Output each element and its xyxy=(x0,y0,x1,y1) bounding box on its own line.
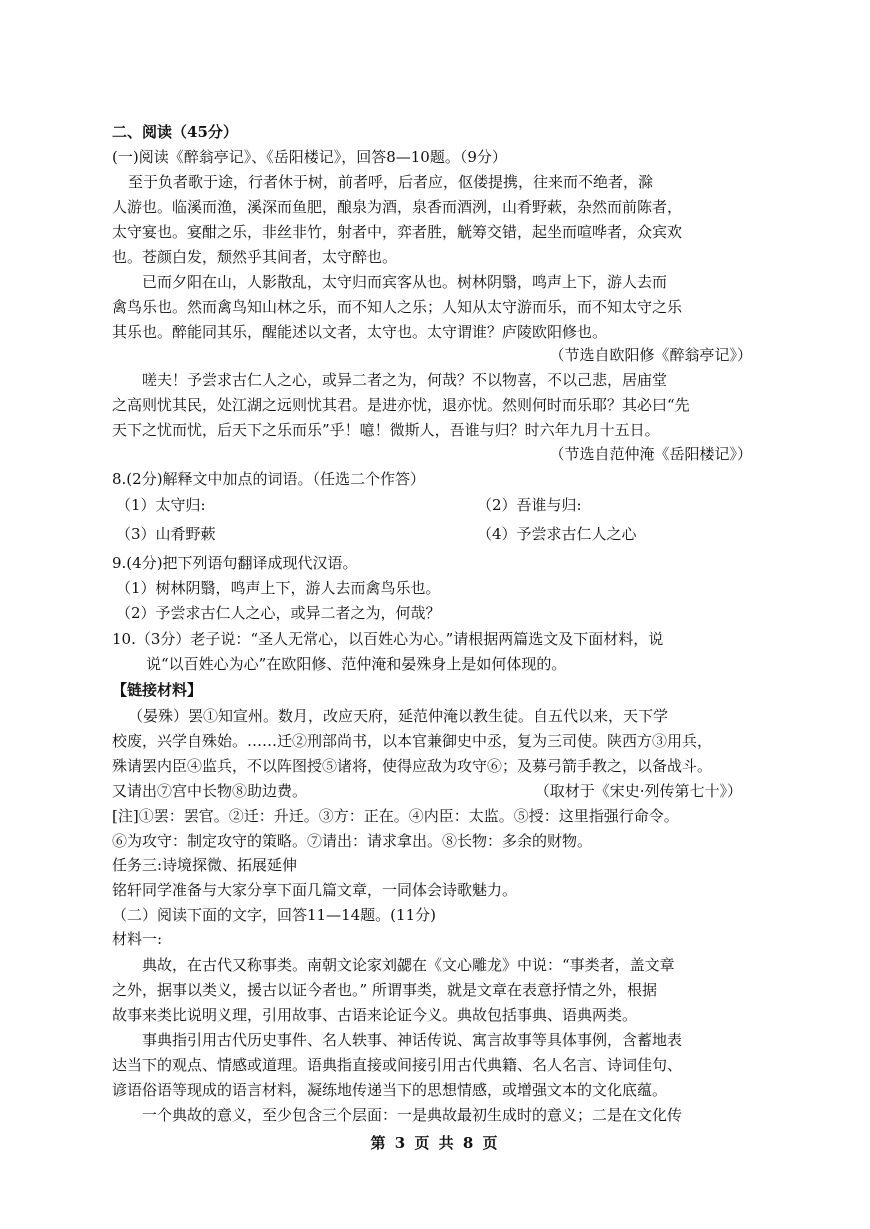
subsection-2-title: （二）阅读下面的文字，回答11—14题。(11分) xyxy=(112,906,436,924)
passage-2-line: 禽鸟乐也。然而禽鸟知山林之乐，而不知人之乐；人知从太守游而乐，而不知太守之乐 xyxy=(112,298,683,316)
page-footer: 第 3 页 共 8 页 xyxy=(370,1134,500,1152)
link-material-title: 【链接材料】 xyxy=(112,681,203,699)
task-3-intro: 铭轩同学准备与大家分享下面几篇文章，一同体会诗歌魅力。 xyxy=(112,881,518,899)
task-3-title: 任务三:诗境探微、拓展延伸 xyxy=(112,856,298,874)
link-material-line: 殊请罢内臣④监兵，不以阵图授⑤诸将，使得应敌为攻守⑥；及募弓箭手教之，以备战斗。 xyxy=(112,757,713,775)
notes-line: ⑥为攻守：制定攻守的策略。⑦请出：请求拿出。⑧长物：多余的财物。 xyxy=(112,832,593,850)
question-8-option: （2）吾谁与归: xyxy=(477,496,582,514)
link-material-line: 又请出⑦宫中长物⑧助边费。 xyxy=(112,782,308,800)
question-10-line: 说“以百姓心为心”在欧阳修、范仲淹和晏殊身上是如何体现的。 xyxy=(146,655,567,673)
passage-1-line: 太守宴也。宴酣之乐，非丝非竹，射者中，弈者胜，觥筹交错，起坐而喧哗者，众宾欢 xyxy=(112,223,683,241)
question-8: 8.(2分)解释文中加点的词语。（任选二个作答） xyxy=(112,470,426,488)
passage-1-line: 至于负者歌于途，行者休于树，前者呼，后者应，伛偻提携，往来而不绝者，滁 xyxy=(128,173,654,191)
notes-line: [注]①罢：罢官。②迁：升迁。③方：正在。④内臣：太监。⑤授：这里指强行命令。 xyxy=(112,807,679,825)
question-9: 9.(4分)把下列语句翻译成现代汉语。 xyxy=(112,554,358,572)
subsection-1-title: (一)阅读《醉翁亭记》、《岳阳楼记》，回答8—10题。（9分） xyxy=(112,148,507,166)
passage-2-line: 已而夕阳在山，人影散乱，太守归而宾客从也。树林阴翳，鸣声上下，游人去而 xyxy=(142,273,668,291)
link-material-line: 校废，兴学自殊始。……迁②刑部尚书，以本官兼御史中丞，复为三司使。陕西方③用兵， xyxy=(112,732,713,750)
material-1-line: 谚语俗语等现成的语言材料，凝练地传递当下的思想情感，或增强文本的文化底蕴。 xyxy=(112,1081,668,1099)
question-10-line: 10.（3分）老子说：“圣人无常心，以百姓心为心。”请根据两篇选文及下面材料，说 xyxy=(112,630,664,648)
passage-2-line: 其乐也。醉能同其乐，醒能述以文者，太守也。太守谓谁？庐陵欧阳修也。 xyxy=(112,323,608,341)
source-citation: （取材于《宋史·列传第七十》） xyxy=(534,782,742,800)
source-citation: （节选自范仲淹《岳阳楼记》） xyxy=(549,445,752,463)
source-citation: （节选自欧阳修《醉翁亭记》） xyxy=(549,346,752,364)
question-8-option: （1）太守归: xyxy=(116,496,206,514)
material-1-line: 之外，据事以类义，援古以证今者也。” 所谓事类，就是文章在表意抒情之外，根据 xyxy=(112,981,657,999)
material-1-line: 典故，在古代又称事类。南朝文论家刘勰在《文心雕龙》中说：“事类者，盖文章 xyxy=(142,956,675,974)
question-9-item: （2）予尝求古仁人之心，或异二者之为，何哉？ xyxy=(116,604,441,622)
material-1-line: 事典指引用古代历史事件、名人轶事、神话传说、寓言故事等具体事例，含蓄地表 xyxy=(142,1031,683,1049)
material-1-line: 一个典故的意义，至少包含三个层面：一是典故最初生成时的意义；二是在文化传 xyxy=(142,1106,683,1124)
passage-1-line: 也。苍颜白发，颓然乎其间者，太守醉也。 xyxy=(112,248,398,266)
question-8-option: （4）予尝求古仁人之心 xyxy=(477,525,637,543)
passage-3-line: 之高则忧其民，处江湖之远则忧其君。是进亦忧，退亦忧。然则何时而乐耶？其必曰“先 xyxy=(112,396,690,414)
link-material-line: （晏殊）罢①知宣州。数月，改应天府，延范仲淹以教生徒。自五代以来，天下学 xyxy=(128,707,669,725)
passage-1-line: 人游也。临溪而渔，溪深而鱼肥，酿泉为酒，泉香而酒洌，山肴野蔌，杂然而前陈者， xyxy=(112,198,683,216)
material-1-line: 达当下的观点、情感或道理。语典指直接或间接引用古代典籍、名人名言、诗词佳句、 xyxy=(112,1056,683,1074)
question-8-option: （3）山肴野蔌 xyxy=(116,525,216,543)
material-1-label: 材料一: xyxy=(112,930,163,948)
passage-3-line: 嗟夫！予尝求古仁人之心，或异二者之为，何哉？不以物喜，不以己悲，居庙堂 xyxy=(142,371,668,389)
material-1-line: 故事来类比说明义理，引用故事、古语来论证今义。典故包括事典、语典两类。 xyxy=(112,1006,638,1024)
section-title: 二、阅读（45分） xyxy=(112,123,238,141)
passage-3-line: 天下之忧而忧，后天下之乐而乐”乎！噫！微斯人，吾谁与归？时六年九月十五日。 xyxy=(112,421,660,439)
question-9-item: （1）树林阴翳，鸣声上下，游人去而禽鸟乐也。 xyxy=(116,579,441,597)
